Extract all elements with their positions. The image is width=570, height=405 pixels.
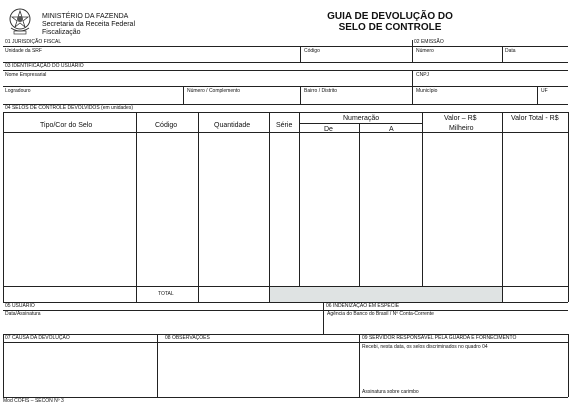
logradouro-field[interactable]: Logradouro <box>5 88 31 94</box>
col-header-milheiro: Milheiro <box>449 125 474 132</box>
section-01-label: 01 JURISDIÇÃO FISCAL <box>5 39 62 45</box>
secretariat-name: Secretaria da Receita Federal <box>42 21 135 28</box>
cnpj-field[interactable]: CNPJ <box>416 72 430 78</box>
col-header-tipo-cor: Tipo/Cor do Selo <box>40 122 93 129</box>
section-09-label: 09 SERVIDOR RESPONSÁVEL PELA GUARDA E FORNECIMENTO <box>362 335 517 341</box>
total-label: TOTAL <box>158 291 174 297</box>
col-header-valor: Valor – R$ <box>444 115 477 122</box>
col-header-valor-total: Valor Total - R$ <box>511 115 559 122</box>
observacoes-textarea[interactable] <box>158 343 358 396</box>
codigo-jurisdicao-field[interactable]: Código <box>304 48 320 54</box>
numero-complemento-field[interactable]: Número / Complemento <box>187 88 241 94</box>
form-title-line2: SELO DE CONTROLE <box>338 22 442 33</box>
bairro-distrito-field[interactable]: Bairro / Distrito <box>304 88 338 94</box>
data-emissao-field[interactable]: Data <box>505 48 516 54</box>
section-03-label: 03 IDENTIFICAÇÃO DO USUÁRIO <box>5 63 84 69</box>
section-07-label: 07 CAUSA DA DEVOLUÇÃO <box>5 335 70 341</box>
brasao-coat-of-arms-icon <box>7 6 33 36</box>
municipio-field[interactable]: Município <box>416 88 438 94</box>
col-header-numeracao: Numeração <box>343 115 380 122</box>
section-02-label: 02 EMISSÃO <box>414 39 444 45</box>
nome-empresarial-field[interactable]: Nome Empresarial <box>5 72 47 78</box>
total-shaded-area <box>270 287 502 302</box>
section-08-label: 08 OBSERVAÇÕES <box>165 335 210 341</box>
recebi-statement: Recebi, nesta data, os selos discriminados no quadro 04 <box>362 344 488 350</box>
agencia-conta-field[interactable]: Agência do Banco do Brasil / Nº Conta-Corrente <box>327 311 434 317</box>
section-05-label: 05 USUÁRIO <box>5 303 35 309</box>
causa-devolucao-textarea[interactable] <box>4 343 156 396</box>
model-code: Mod COFIS – SECON Nº 3 <box>3 398 64 404</box>
numero-emissao-field[interactable]: Número <box>416 48 434 54</box>
assinatura-carimbo-field[interactable]: Assinatura sobre carimbo <box>362 389 419 395</box>
col-header-quantidade: Quantidade <box>214 122 251 129</box>
form-title-line1: GUIA DE DEVOLUÇÃO DO <box>327 11 453 22</box>
form-title <box>300 11 480 33</box>
section-06-label: 06 INDENIZAÇÃO EM ESPÉCIE <box>326 303 400 309</box>
department-name: Fiscalização <box>42 29 81 36</box>
unidade-srf-field[interactable]: Unidade da SRF <box>5 48 42 54</box>
col-header-de: De <box>324 126 333 133</box>
col-header-codigo: Código <box>155 122 178 129</box>
col-header-a: A <box>389 126 394 133</box>
col-header-serie: Série <box>276 122 293 129</box>
data-assinatura-field[interactable]: Data/Assinatura <box>5 311 41 317</box>
section-04-label: 04 SELOS DE CONTROLE DEVOLVIDOS (em unidades) <box>5 105 134 111</box>
uf-field[interactable]: UF <box>541 88 548 94</box>
ministry-name: MINISTÉRIO DA FAZENDA <box>42 13 129 20</box>
